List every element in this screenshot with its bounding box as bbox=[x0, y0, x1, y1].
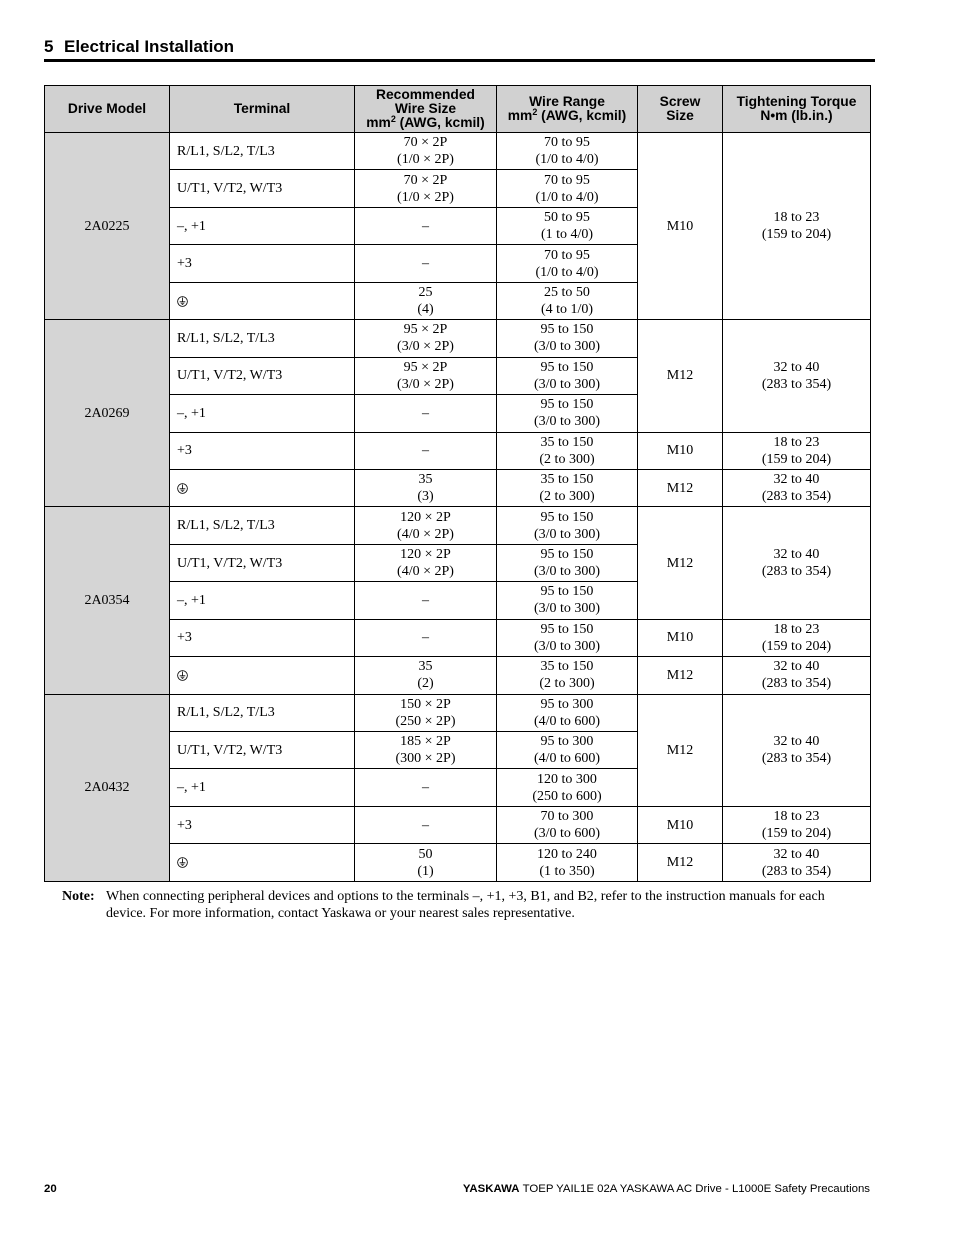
cell-line: 25 bbox=[418, 284, 433, 300]
header-line: Size bbox=[666, 108, 694, 123]
section-heading bbox=[44, 37, 234, 57]
cell-line: (300 × 2P) bbox=[395, 751, 456, 767]
cell-line: (3) bbox=[417, 489, 434, 505]
wire-size-cell bbox=[355, 245, 497, 282]
cell-line: 32 to 40 bbox=[773, 472, 820, 488]
table-body bbox=[45, 133, 871, 882]
wire-range-cell bbox=[497, 657, 638, 694]
wire-range-cell bbox=[497, 507, 638, 544]
cell-line: 95 × 2P bbox=[403, 322, 448, 338]
wire-size-cell bbox=[355, 844, 497, 881]
header-line: Recommended bbox=[376, 87, 475, 102]
cell-line: – bbox=[422, 405, 429, 421]
header-tightening-torque bbox=[723, 86, 871, 133]
section-rule bbox=[44, 59, 875, 62]
wire-size-cell bbox=[355, 357, 497, 394]
cell-line: (283 to 354) bbox=[761, 376, 832, 392]
section-number: 5 bbox=[44, 37, 54, 56]
ground-symbol-lines bbox=[180, 672, 186, 679]
cell-line: (1/0 to 4/0) bbox=[535, 189, 599, 205]
wire-size-cell bbox=[355, 469, 497, 506]
screw-size-cell: M12 bbox=[638, 657, 723, 694]
table-row bbox=[45, 133, 871, 170]
unit-rest: (AWG, kcmil) bbox=[399, 115, 485, 130]
cell-line: 95 to 150 bbox=[540, 509, 594, 525]
tightening-torque-cell bbox=[723, 469, 871, 506]
cell-line: (1/0 to 4/0) bbox=[535, 264, 599, 280]
screw-size-cell: M12 bbox=[638, 469, 723, 506]
header-unit bbox=[355, 116, 496, 130]
cell-line: 150 × 2P bbox=[400, 696, 451, 712]
cell-line: (250 to 600) bbox=[532, 788, 602, 804]
wire-range-cell bbox=[497, 469, 638, 506]
terminal-cell: +3 bbox=[170, 245, 355, 282]
unit-rest: (AWG, kcmil) bbox=[541, 108, 627, 123]
wire-size-cell bbox=[355, 207, 497, 244]
cell-line: (2) bbox=[417, 676, 434, 692]
terminal-cell: U/T1, V/T2, W/T3 bbox=[170, 357, 355, 394]
brand-name: YASKAWA bbox=[462, 1183, 520, 1195]
document-title: TOEP YAIL1E 02A YASKAWA AC Drive - L1000E Safety Precautions bbox=[522, 1183, 870, 1195]
cell-line: 70 to 300 bbox=[540, 809, 594, 825]
wire-range-cell bbox=[497, 769, 638, 806]
cell-line: 32 to 40 bbox=[773, 659, 820, 675]
cell-line: (1) bbox=[417, 863, 434, 879]
cell-line: 32 to 40 bbox=[773, 846, 820, 862]
cell-line: 25 to 50 bbox=[544, 284, 590, 300]
wire-size-cell bbox=[355, 320, 497, 357]
screw-size-cell: M10 bbox=[638, 133, 723, 320]
wire-range-cell bbox=[497, 357, 638, 394]
wire-range-cell bbox=[497, 732, 638, 769]
cell-line: 32 to 40 bbox=[773, 734, 820, 750]
wire-size-cell bbox=[355, 657, 497, 694]
header-terminal: Terminal bbox=[170, 86, 355, 133]
tightening-torque-cell bbox=[723, 619, 871, 656]
cell-line: 18 to 23 bbox=[773, 434, 820, 450]
screw-size-cell: M10 bbox=[638, 806, 723, 843]
cell-line: (250 × 2P) bbox=[395, 713, 456, 729]
screw-size-cell: M10 bbox=[638, 432, 723, 469]
wire-range-cell bbox=[497, 207, 638, 244]
cell-line: 120 × 2P bbox=[400, 547, 451, 563]
wire-range-cell bbox=[497, 806, 638, 843]
unit-base: mm bbox=[507, 108, 533, 123]
cell-line: (283 to 354) bbox=[761, 863, 832, 879]
cell-line: 35 to 150 bbox=[540, 659, 594, 675]
cell-line: 35 bbox=[418, 472, 433, 488]
header-line: N•m (lb.in.) bbox=[760, 108, 833, 123]
ground-symbol-lines bbox=[180, 484, 186, 491]
wire-size-cell bbox=[355, 170, 497, 207]
wire-range-cell bbox=[497, 432, 638, 469]
cell-line: (2 to 300) bbox=[539, 451, 595, 467]
drive-model-cell: 2A0354 bbox=[45, 507, 170, 694]
wire-range-cell bbox=[497, 320, 638, 357]
terminal-cell: R/L1, S/L2, T/L3 bbox=[170, 320, 355, 357]
table-row bbox=[45, 507, 871, 544]
wire-size-cell bbox=[355, 133, 497, 170]
screw-size-cell: M10 bbox=[638, 619, 723, 656]
table-row bbox=[45, 320, 871, 357]
cell-line: (1/0 to 4/0) bbox=[535, 152, 599, 168]
header-drive-model: Drive Model bbox=[45, 86, 170, 133]
wire-range-cell bbox=[497, 245, 638, 282]
header-wire-range bbox=[497, 86, 638, 133]
cell-line: (283 to 354) bbox=[761, 676, 832, 692]
cell-line: 95 to 300 bbox=[540, 696, 594, 712]
tightening-torque-cell bbox=[723, 507, 871, 619]
cell-line: 95 to 300 bbox=[540, 734, 594, 750]
cell-line: – bbox=[422, 592, 429, 608]
header-line: Wire Range bbox=[529, 94, 605, 109]
header-wire-size bbox=[355, 86, 497, 133]
cell-line: 50 to 95 bbox=[544, 210, 590, 226]
cell-line: 70 to 95 bbox=[544, 172, 590, 188]
note-text: When connecting peripheral devices and options to the terminals –, +1, +3, B1, and B2, refer to the instruction manuals for each device. For more information, contact Yaskawa or your nearest sales representative. bbox=[106, 889, 825, 921]
screw-size-cell: M12 bbox=[638, 507, 723, 619]
cell-line: (4/0 to 600) bbox=[533, 713, 601, 729]
cell-line: 35 to 150 bbox=[540, 434, 594, 450]
cell-line: (159 to 204) bbox=[761, 451, 832, 467]
page-number: 20 bbox=[44, 1183, 57, 1195]
terminal-cell: R/L1, S/L2, T/L3 bbox=[170, 507, 355, 544]
wire-size-cell bbox=[355, 582, 497, 619]
cell-line: (2 to 300) bbox=[539, 489, 595, 505]
header-line: Wire Size bbox=[394, 101, 457, 116]
cell-line: 18 to 23 bbox=[773, 621, 820, 637]
terminal-cell: +3 bbox=[170, 619, 355, 656]
cell-line: 70 × 2P bbox=[403, 172, 448, 188]
cell-line: (3/0 to 600) bbox=[533, 826, 601, 842]
wire-range-cell bbox=[497, 619, 638, 656]
wire-size-cell bbox=[355, 544, 497, 581]
cell-line: 35 bbox=[418, 659, 433, 675]
terminal-cell: –, +1 bbox=[170, 395, 355, 432]
drive-model-cell: 2A0269 bbox=[45, 320, 170, 507]
cell-line: (3/0 to 300) bbox=[533, 526, 601, 542]
wire-size-cell bbox=[355, 432, 497, 469]
tightening-torque-cell bbox=[723, 320, 871, 432]
cell-line: (283 to 354) bbox=[761, 751, 832, 767]
cell-line: (159 to 204) bbox=[761, 638, 832, 654]
terminal-cell: U/T1, V/T2, W/T3 bbox=[170, 732, 355, 769]
cell-line: (3/0 to 300) bbox=[533, 601, 601, 617]
unit-exponent: 2 bbox=[532, 107, 538, 117]
drive-model-cell: 2A0432 bbox=[45, 694, 170, 881]
cell-line: 95 to 150 bbox=[540, 322, 594, 338]
screw-size-cell: M12 bbox=[638, 844, 723, 881]
cell-line: (3/0 to 300) bbox=[533, 339, 601, 355]
cell-line: 18 to 23 bbox=[773, 210, 820, 226]
wire-range-cell bbox=[497, 282, 638, 319]
cell-line: 35 to 150 bbox=[540, 472, 594, 488]
cell-line: 32 to 40 bbox=[773, 547, 820, 563]
tightening-torque-cell bbox=[723, 694, 871, 806]
screw-size-cell: M12 bbox=[638, 694, 723, 806]
protective-earth-ground-icon bbox=[177, 670, 188, 681]
terminal-cell bbox=[170, 282, 355, 319]
cell-line: 95 to 150 bbox=[540, 547, 594, 563]
header-line: Tightening Torque bbox=[736, 94, 857, 109]
unit-exponent: 2 bbox=[390, 114, 396, 124]
cell-line: (3/0 to 300) bbox=[533, 564, 601, 580]
cell-line: – bbox=[422, 443, 429, 459]
terminal-cell: R/L1, S/L2, T/L3 bbox=[170, 694, 355, 731]
terminal-cell bbox=[170, 657, 355, 694]
tightening-torque-cell bbox=[723, 806, 871, 843]
cell-line: – bbox=[422, 817, 429, 833]
cell-line: (4/0 × 2P) bbox=[397, 564, 454, 580]
header-row bbox=[45, 86, 871, 133]
screw-size-cell: M12 bbox=[638, 320, 723, 432]
cell-line: (4/0 to 600) bbox=[533, 751, 601, 767]
terminal-cell: U/T1, V/T2, W/T3 bbox=[170, 544, 355, 581]
terminal-cell: –, +1 bbox=[170, 769, 355, 806]
document-reference bbox=[463, 1182, 870, 1196]
cell-line: (3/0 to 300) bbox=[533, 638, 601, 654]
protective-earth-ground-icon bbox=[177, 857, 188, 868]
cell-line: – bbox=[422, 218, 429, 234]
wire-range-cell bbox=[497, 395, 638, 432]
cell-line: 95 to 150 bbox=[540, 584, 594, 600]
cell-line: (4/0 × 2P) bbox=[397, 526, 454, 542]
wire-range-cell bbox=[497, 170, 638, 207]
cell-line: 120 to 240 bbox=[537, 846, 597, 862]
cell-line: (159 to 204) bbox=[761, 826, 832, 842]
wire-size-cell bbox=[355, 507, 497, 544]
terminal-cell: –, +1 bbox=[170, 582, 355, 619]
cell-line: (3/0 to 300) bbox=[533, 414, 601, 430]
protective-earth-ground-icon bbox=[177, 296, 188, 307]
cell-line: 50 bbox=[418, 846, 433, 862]
header-unit bbox=[497, 109, 637, 123]
table-row bbox=[45, 694, 871, 731]
wire-size-cell bbox=[355, 732, 497, 769]
wire-size-cell bbox=[355, 282, 497, 319]
cell-line: 70 to 95 bbox=[544, 135, 590, 151]
terminal-cell: R/L1, S/L2, T/L3 bbox=[170, 133, 355, 170]
cell-line: 95 to 150 bbox=[540, 397, 594, 413]
wire-range-cell bbox=[497, 844, 638, 881]
wire-range-cell bbox=[497, 544, 638, 581]
wire-size-cell bbox=[355, 806, 497, 843]
page-footer bbox=[44, 1182, 870, 1196]
cell-line: (283 to 354) bbox=[761, 489, 832, 505]
cell-line: (3/0 × 2P) bbox=[397, 376, 454, 392]
cell-line: – bbox=[422, 780, 429, 796]
cell-line: (3/0 to 300) bbox=[533, 376, 601, 392]
ground-symbol-lines bbox=[180, 859, 186, 866]
cell-line: 95 × 2P bbox=[403, 359, 448, 375]
protective-earth-ground-icon bbox=[177, 483, 188, 494]
tightening-torque-cell bbox=[723, 432, 871, 469]
cell-line: (1/0 × 2P) bbox=[397, 189, 454, 205]
tightening-torque-cell bbox=[723, 657, 871, 694]
unit-base: mm bbox=[366, 115, 391, 130]
wire-size-cell bbox=[355, 694, 497, 731]
cell-line: (1/0 × 2P) bbox=[397, 152, 454, 168]
terminal-cell: +3 bbox=[170, 432, 355, 469]
wire-size-cell bbox=[355, 395, 497, 432]
terminal-cell: +3 bbox=[170, 806, 355, 843]
note-label: Note: bbox=[62, 889, 95, 904]
tightening-torque-cell bbox=[723, 133, 871, 320]
cell-line: – bbox=[422, 256, 429, 272]
tightening-torque-cell bbox=[723, 844, 871, 881]
cell-line: – bbox=[422, 630, 429, 646]
terminal-cell: U/T1, V/T2, W/T3 bbox=[170, 170, 355, 207]
cell-line: (3/0 × 2P) bbox=[397, 339, 454, 355]
cell-line: (1 to 350) bbox=[539, 863, 595, 879]
cell-line: 185 × 2P bbox=[400, 734, 451, 750]
terminal-cell bbox=[170, 469, 355, 506]
cell-line: 32 to 40 bbox=[773, 359, 820, 375]
table-header bbox=[45, 86, 871, 133]
cell-line: (4 to 1/0) bbox=[540, 301, 594, 317]
wire-range-cell bbox=[497, 582, 638, 619]
note bbox=[62, 888, 846, 922]
cell-line: 70 × 2P bbox=[403, 135, 448, 151]
terminal-cell bbox=[170, 844, 355, 881]
cell-line: (1 to 4/0) bbox=[540, 227, 594, 243]
cell-line: 18 to 23 bbox=[773, 809, 820, 825]
drive-model-cell: 2A0225 bbox=[45, 133, 170, 320]
cell-line: (159 to 204) bbox=[761, 227, 832, 243]
cell-line: 120 × 2P bbox=[400, 509, 451, 525]
cell-line: (4) bbox=[417, 301, 434, 317]
wire-range-cell bbox=[497, 694, 638, 731]
wire-size-cell bbox=[355, 619, 497, 656]
cell-line: 95 to 150 bbox=[540, 359, 594, 375]
wire-size-cell bbox=[355, 769, 497, 806]
cell-line: (2 to 300) bbox=[539, 676, 595, 692]
section-title: Electrical Installation bbox=[64, 37, 235, 56]
ground-symbol-lines bbox=[180, 297, 186, 304]
terminal-cell: –, +1 bbox=[170, 207, 355, 244]
cell-line: 95 to 150 bbox=[540, 621, 594, 637]
header-screw-size bbox=[638, 86, 723, 133]
wire-range-cell bbox=[497, 133, 638, 170]
cell-line: 120 to 300 bbox=[537, 771, 597, 787]
cell-line: (283 to 354) bbox=[761, 564, 832, 580]
cell-line: 70 to 95 bbox=[544, 247, 590, 263]
header-line: Screw bbox=[659, 94, 701, 109]
wire-gauge-torque-table bbox=[44, 85, 871, 882]
